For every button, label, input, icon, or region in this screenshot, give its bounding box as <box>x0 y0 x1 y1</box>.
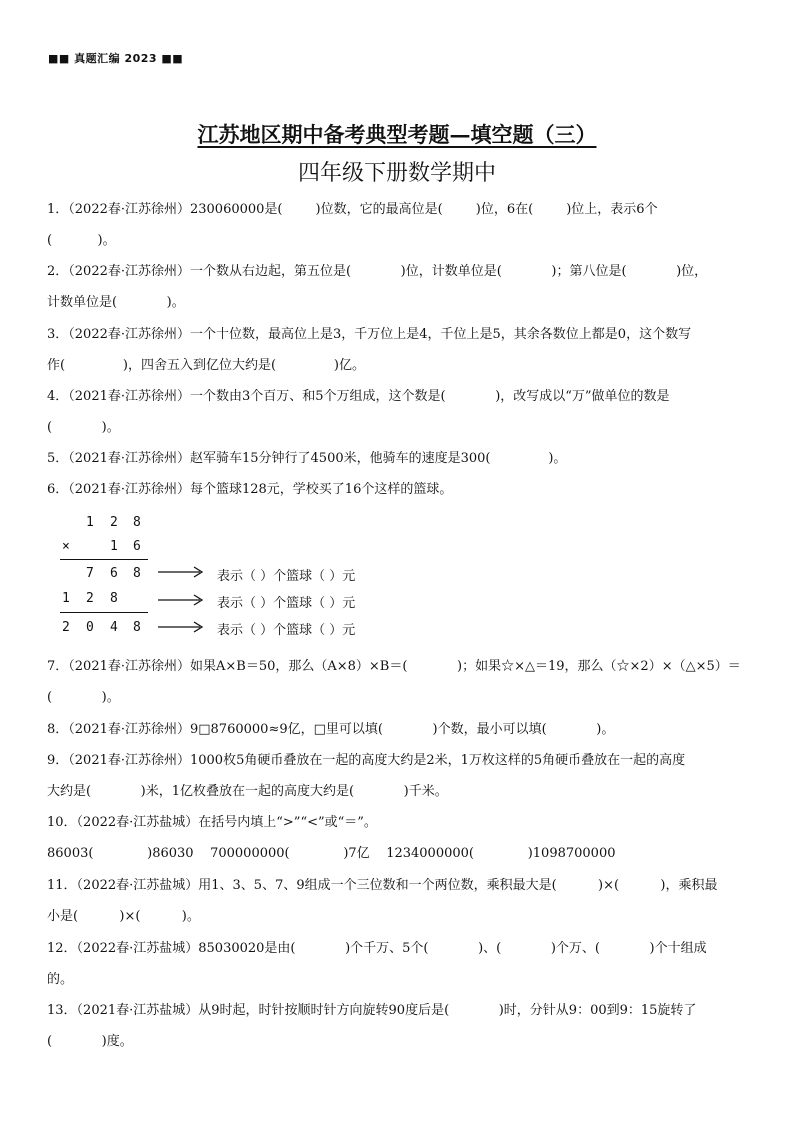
page-title: 江苏地区期中备考典型考题—填空题（三） <box>197 122 597 147</box>
digit: 1 <box>110 539 118 554</box>
digit: 1 <box>62 591 70 606</box>
question-11: 11．（2022春·江苏盐城）用1、3、5、7、9组成一个三位数和一个两位数，乘积最大是( )×( )，乘积最 小是( )×( )。 <box>47 878 718 924</box>
question-10: 10．（2022春·江苏盐城）在括号内填上“>”“<”或“＝”。 <box>47 815 377 830</box>
rule-line <box>60 612 148 613</box>
digit: 6 <box>133 539 141 554</box>
blank-label: 表示（ ）个篮球（ ）元 <box>217 596 356 611</box>
header-banner: ■■ 真题汇编 2023 ■■ <box>48 52 184 65</box>
page-subtitle: 四年级下册数学期中 <box>297 161 496 186</box>
question-10-items: 86003( )86030 700000000( )7亿 1234000000( )1098700000 <box>47 846 616 861</box>
blank-label: 表示（ ）个篮球（ ）元 <box>217 569 356 584</box>
digit: 1 <box>86 515 94 530</box>
digit: 2 <box>110 515 118 530</box>
digit: 0 <box>86 620 94 635</box>
question-9: 9．（2021春·江苏徐州）1000枚5角硬币叠放在一起的高度大约是2米，1万枚这样的5角硬币叠放在一起的高度 大约是( )米，1亿枚叠放在一起的高度大约是( )千米。 <box>47 753 686 799</box>
digit: 2 <box>62 620 70 635</box>
digit: 8 <box>133 566 141 581</box>
question-3: 3．（2022春·江苏徐州）一个十位数，最高位上是3，千万位上是4，千位上是5，其余各数位上都是0，这个数写 作( )，四舍五入到亿位大约是( )亿。 <box>47 327 692 373</box>
rule-line <box>60 559 148 560</box>
digit: 6 <box>110 566 118 581</box>
question-4: 4．（2021春·江苏徐州）一个数由3个百万、和5个万组成，这个数是( )，改写成以“万”做单位的数是 ( )。 <box>47 389 670 435</box>
question-13: 13．（2021春·江苏盐城）从9时起，时针按顺时针方向旋转90度后是( )时，分针从9：00到9：15旋转了 ( )度。 <box>47 1003 697 1049</box>
digit: 2 <box>86 591 94 606</box>
blank-label: 表示（ ）个篮球（ ）元 <box>217 623 356 638</box>
question-1: 1．（2022春·江苏徐州）230060000是( )位数，它的最高位是( )位，6在( )位上，表示6个 ( )。 <box>47 202 658 248</box>
question-8: 8．（2021春·江苏徐州）9□8760000≈9亿，□里可以填( )个数，最小可以填( )。 <box>47 722 615 737</box>
digit: 7 <box>86 566 94 581</box>
question-12: 12．（2022春·江苏盐城）85030020是由( )个千万、5个( )、( )个万、( )个十组成 的。 <box>47 941 707 987</box>
digit: 8 <box>133 515 141 530</box>
question-2: 2．（2022春·江苏徐州）一个数从右边起，第五位是( )位，计数单位是( )；第八位是( )位， 计数单位是( )。 <box>47 264 708 310</box>
digit: 8 <box>133 620 141 635</box>
arrow-right-icon <box>158 620 208 634</box>
times-sign: × <box>62 539 70 554</box>
question-6: 6．（2021春·江苏徐州）每个篮球128元，学校买了16个这样的篮球。 <box>47 482 453 497</box>
digit: 8 <box>110 591 118 606</box>
digit: 4 <box>110 620 118 635</box>
question-5: 5．（2021春·江苏徐州）赵军骑车15分钟行了4500米，他骑车的速度是300( )。 <box>47 451 567 466</box>
arrow-right-icon <box>158 565 208 579</box>
question-7: 7．（2021春·江苏徐州）如果A×B＝50，那么（A×8）×B＝( )；如果☆×△＝19，那么（☆×2）×（△×5）＝ ( )。 <box>47 659 741 705</box>
arrow-right-icon <box>158 593 208 607</box>
